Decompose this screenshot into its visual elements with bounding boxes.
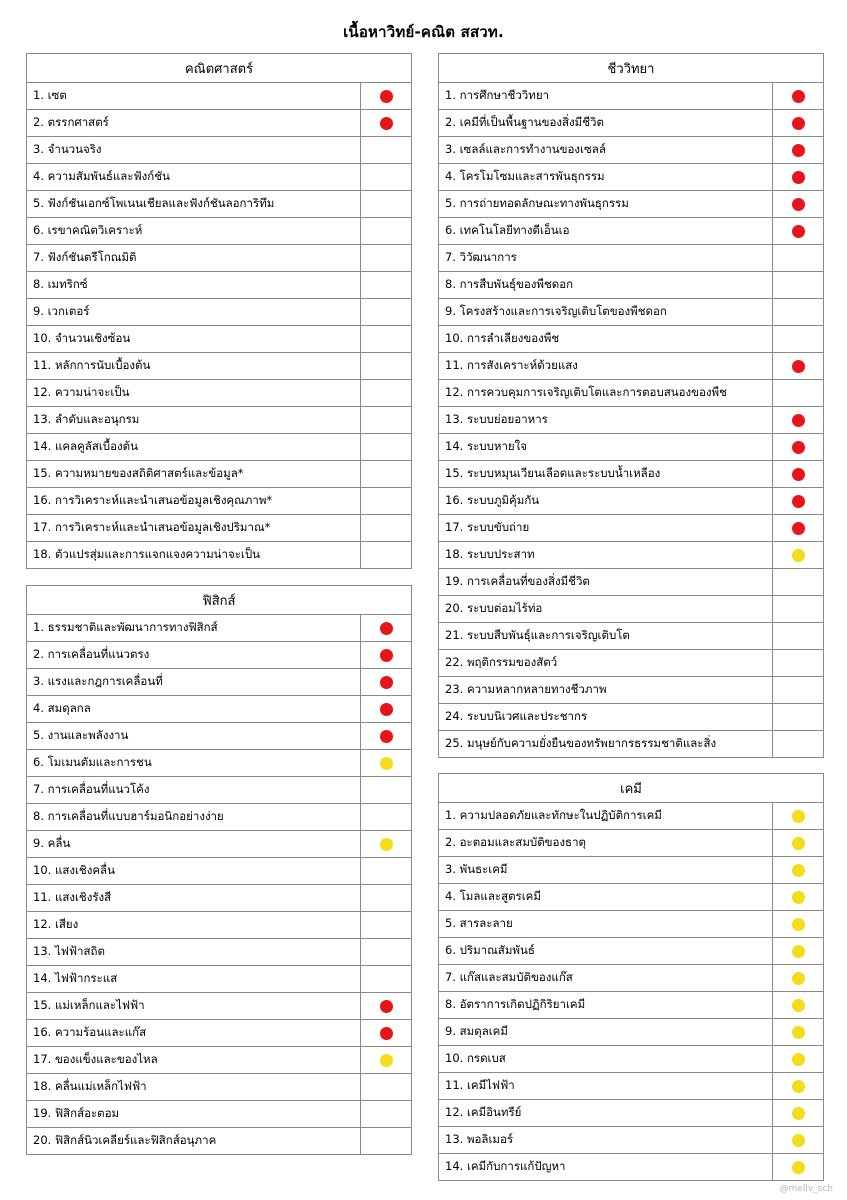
topic-label: 2. เคมีที่เป็นพื้นฐานของสิ่งมีชีวิต (439, 110, 773, 137)
status-cell (361, 696, 412, 723)
table-row (27, 615, 412, 642)
status-cell (361, 461, 412, 488)
status-cell (361, 272, 412, 299)
table-row (439, 488, 824, 515)
topic-label: 9. คลื่น (27, 831, 361, 858)
topic-label: 5. สารละลาย (439, 911, 773, 938)
topic-label: 9. โครงสร้างและการเจริญเติบโตของพืชดอก (439, 299, 773, 326)
red-dot-icon (380, 676, 393, 689)
topic-label: 6. ปริมาณสัมพันธ์ (439, 938, 773, 965)
status-cell (361, 110, 412, 137)
topic-label: 15. ระบบหมุนเวียนเลือดและระบบน้ำเหลือง (439, 461, 773, 488)
yellow-dot-icon (792, 864, 805, 877)
topic-label: 8. การเคลื่อนที่แบบฮาร์มอนิกอย่างง่าย (27, 804, 361, 831)
table-row (27, 1128, 412, 1155)
table-row (27, 750, 412, 777)
topic-label: 3. จำนวนจริง (27, 137, 361, 164)
topic-label: 2. ตรรกศาสตร์ (27, 110, 361, 137)
status-cell (773, 1100, 824, 1127)
math-topics-table (26, 53, 412, 569)
status-cell (773, 461, 824, 488)
status-cell (773, 704, 824, 731)
table-row (439, 857, 824, 884)
status-cell (773, 1127, 824, 1154)
table-row (27, 1074, 412, 1101)
status-cell (361, 1128, 412, 1155)
red-dot-icon (792, 414, 805, 427)
topic-label: 16. การวิเคราะห์และนำเสนอข้อมูลเชิงคุณภาพ* (27, 488, 361, 515)
status-cell (361, 218, 412, 245)
status-cell (773, 488, 824, 515)
table-row (439, 623, 824, 650)
status-cell (773, 911, 824, 938)
topic-label: 20. ฟิสิกส์นิวเคลียร์และฟิสิกส์อนุภาค (27, 1128, 361, 1155)
topic-label: 14. แคลคูลัสเบื้องต้น (27, 434, 361, 461)
topic-label: 15. ความหมายของสถิติศาสตร์และข้อมูล* (27, 461, 361, 488)
status-cell (773, 569, 824, 596)
status-cell (773, 434, 824, 461)
biology-topics-table (438, 53, 824, 758)
status-cell (361, 750, 412, 777)
yellow-dot-icon (792, 891, 805, 904)
yellow-dot-icon (380, 1054, 393, 1067)
table-row (27, 191, 412, 218)
table-row (27, 407, 412, 434)
table-row (27, 245, 412, 272)
topic-label: 16. ความร้อนและแก๊ส (27, 1020, 361, 1047)
topic-label: 21. ระบบสืบพันธุ์และการเจริญเติบโต (439, 623, 773, 650)
yellow-dot-icon (792, 837, 805, 850)
table-row (439, 965, 824, 992)
topic-label: 19. ฟิสิกส์อะตอม (27, 1101, 361, 1128)
status-cell (361, 1101, 412, 1128)
red-dot-icon (380, 1027, 393, 1040)
topic-label: 9. เวกเตอร์ (27, 299, 361, 326)
topic-label: 5. การถ่ายทอดลักษณะทางพันธุกรรม (439, 191, 773, 218)
table-row (27, 461, 412, 488)
topic-label: 17. การวิเคราะห์และนำเสนอข้อมูลเชิงปริมาณ* (27, 515, 361, 542)
table-row (439, 1127, 824, 1154)
table-row (439, 245, 824, 272)
topic-label: 1. ความปลอดภัยและทักษะในปฏิบัติการเคมี (439, 803, 773, 830)
status-cell (361, 488, 412, 515)
table-row (439, 1019, 824, 1046)
table-row (439, 272, 824, 299)
red-dot-icon (792, 360, 805, 373)
topic-label: 17. ของแข็งและของไหล (27, 1047, 361, 1074)
table-row (27, 1047, 412, 1074)
red-dot-icon (792, 198, 805, 211)
topic-label: 12. เคมีอินทรีย์ (439, 1100, 773, 1127)
table-row (439, 326, 824, 353)
table-row (439, 407, 824, 434)
status-cell (773, 353, 824, 380)
status-cell (361, 137, 412, 164)
yellow-dot-icon (792, 972, 805, 985)
status-cell (361, 515, 412, 542)
table-row (27, 137, 412, 164)
yellow-dot-icon (792, 1134, 805, 1147)
status-cell (773, 272, 824, 299)
topic-label: 14. ไฟฟ้ากระแส (27, 966, 361, 993)
topic-label: 6. โมเมนตัมและการชน (27, 750, 361, 777)
table-row (27, 218, 412, 245)
status-cell (361, 164, 412, 191)
status-cell (773, 965, 824, 992)
table-row (439, 461, 824, 488)
red-dot-icon (792, 495, 805, 508)
topic-label: 8. การสืบพันธุ์ของพืชดอก (439, 272, 773, 299)
red-dot-icon (380, 90, 393, 103)
table-row (439, 542, 824, 569)
status-cell (773, 326, 824, 353)
topic-label: 18. ระบบประสาท (439, 542, 773, 569)
yellow-dot-icon (792, 999, 805, 1012)
table-row (27, 272, 412, 299)
topic-label: 4. โมลและสูตรเคมี (439, 884, 773, 911)
topic-label: 8. เมทริกซ์ (27, 272, 361, 299)
table-row (439, 803, 824, 830)
status-cell (773, 515, 824, 542)
table-row (439, 164, 824, 191)
biology-heading: ชีววิทยา (439, 54, 824, 83)
table-row (439, 830, 824, 857)
red-dot-icon (380, 730, 393, 743)
status-cell (361, 669, 412, 696)
table-row (27, 885, 412, 912)
topic-label: 4. ความสัมพันธ์และฟังก์ชัน (27, 164, 361, 191)
table-row (439, 218, 824, 245)
status-cell (773, 137, 824, 164)
table-row (439, 137, 824, 164)
table-row (27, 804, 412, 831)
topic-label: 22. พฤติกรรมของสัตว์ (439, 650, 773, 677)
yellow-dot-icon (792, 945, 805, 958)
status-cell (773, 164, 824, 191)
math-heading: คณิตศาสตร์ (27, 54, 412, 83)
red-dot-icon (380, 649, 393, 662)
status-cell (773, 596, 824, 623)
red-dot-icon (792, 144, 805, 157)
yellow-dot-icon (792, 1026, 805, 1039)
topic-label: 7. ฟังก์ชันตรีโกณมิติ (27, 245, 361, 272)
status-cell (773, 992, 824, 1019)
status-cell (773, 1073, 824, 1100)
status-cell (773, 245, 824, 272)
topic-label: 1. เซต (27, 83, 361, 110)
status-cell (361, 642, 412, 669)
table-row (439, 569, 824, 596)
table-row (27, 110, 412, 137)
topic-label: 15. แม่เหล็กและไฟฟ้า (27, 993, 361, 1020)
topic-label: 3. เซลล์และการทำงานของเซลล์ (439, 137, 773, 164)
status-cell (361, 542, 412, 569)
status-cell (361, 1020, 412, 1047)
yellow-dot-icon (792, 1053, 805, 1066)
status-cell (361, 966, 412, 993)
table-row (27, 488, 412, 515)
status-cell (773, 884, 824, 911)
red-dot-icon (792, 171, 805, 184)
status-cell (361, 1074, 412, 1101)
red-dot-icon (792, 441, 805, 454)
table-row (27, 1020, 412, 1047)
table-row (27, 777, 412, 804)
status-cell (361, 353, 412, 380)
topic-label: 11. แสงเชิงรังสี (27, 885, 361, 912)
status-cell (773, 191, 824, 218)
yellow-dot-icon (792, 1161, 805, 1174)
status-cell (773, 731, 824, 758)
table-row (439, 515, 824, 542)
table-row (27, 1101, 412, 1128)
topic-label: 3. พันธะเคมี (439, 857, 773, 884)
chemistry-heading: เคมี (439, 774, 824, 803)
table-row (439, 353, 824, 380)
yellow-dot-icon (380, 757, 393, 770)
status-cell (361, 858, 412, 885)
table-row (27, 696, 412, 723)
status-cell (361, 831, 412, 858)
table-row (439, 911, 824, 938)
topic-label: 12. เสียง (27, 912, 361, 939)
topic-label: 19. การเคลื่อนที่ของสิ่งมีชีวิต (439, 569, 773, 596)
topic-label: 4. โครโมโซมและสารพันธุกรรม (439, 164, 773, 191)
table-row (27, 434, 412, 461)
physics-heading: ฟิสิกส์ (27, 586, 412, 615)
table-row (27, 542, 412, 569)
topic-label: 11. หลักการนับเบื้องต้น (27, 353, 361, 380)
topic-label: 5. ฟังก์ชันเอกซ์โพเนนเชียลและฟังก์ชันลอการิทึม (27, 191, 361, 218)
table-row (439, 299, 824, 326)
table-row (27, 966, 412, 993)
topic-label: 1. ธรรมชาติและพัฒนาการทางฟิสิกส์ (27, 615, 361, 642)
table-row (439, 191, 824, 218)
table-row (27, 669, 412, 696)
status-cell (773, 938, 824, 965)
topic-label: 13. ระบบย่อยอาหาร (439, 407, 773, 434)
page-title: เนื้อหาวิทย์-คณิต สสวท. (343, 23, 504, 41)
status-cell (773, 299, 824, 326)
physics-topics-table (26, 585, 412, 1155)
topic-label: 23. ความหลากหลายทางชีวภาพ (439, 677, 773, 704)
status-cell (773, 830, 824, 857)
topic-label: 10. การลำเลียงของพืช (439, 326, 773, 353)
topic-label: 11. เคมีไฟฟ้า (439, 1073, 773, 1100)
status-cell (773, 1046, 824, 1073)
yellow-dot-icon (380, 838, 393, 851)
status-cell (773, 542, 824, 569)
status-cell (773, 677, 824, 704)
topic-label: 9. สมดุลเคมี (439, 1019, 773, 1046)
status-cell (361, 939, 412, 966)
topic-label: 13. ลำดับและอนุกรม (27, 407, 361, 434)
table-row (439, 380, 824, 407)
topic-label: 11. การสังเคราะห์ด้วยแสง (439, 353, 773, 380)
status-cell (773, 1019, 824, 1046)
table-row (439, 110, 824, 137)
status-cell (361, 1047, 412, 1074)
topic-label: 7. แก๊สและสมบัติของแก๊ส (439, 965, 773, 992)
topic-label: 8. อัตราการเกิดปฏิกิริยาเคมี (439, 992, 773, 1019)
red-dot-icon (380, 622, 393, 635)
red-dot-icon (380, 703, 393, 716)
table-row (27, 642, 412, 669)
topic-label: 12. ความน่าจะเป็น (27, 380, 361, 407)
topic-label: 2. การเคลื่อนที่แนวตรง (27, 642, 361, 669)
topic-label: 7. วิวัฒนาการ (439, 245, 773, 272)
topic-label: 18. คลื่นแม่เหล็กไฟฟ้า (27, 1074, 361, 1101)
topic-label: 17. ระบบขับถ่าย (439, 515, 773, 542)
topic-label: 13. พอลิเมอร์ (439, 1127, 773, 1154)
table-row (27, 515, 412, 542)
table-row (439, 677, 824, 704)
table-row (27, 164, 412, 191)
topic-label: 24. ระบบนิเวศและประชากร (439, 704, 773, 731)
table-row (27, 831, 412, 858)
table-row (27, 83, 412, 110)
topic-label: 6. เทคโนโลยีทางดีเอ็นเอ (439, 218, 773, 245)
status-cell (773, 218, 824, 245)
topic-label: 4. สมดุลกล (27, 696, 361, 723)
red-dot-icon (380, 117, 393, 130)
topic-label: 10. จำนวนเชิงซ้อน (27, 326, 361, 353)
table-row (439, 992, 824, 1019)
status-cell (773, 623, 824, 650)
table-row (439, 1046, 824, 1073)
topic-label: 10. กรดเบส (439, 1046, 773, 1073)
status-cell (361, 299, 412, 326)
table-row (439, 434, 824, 461)
topic-label: 10. แสงเชิงคลื่น (27, 858, 361, 885)
topic-label: 20. ระบบต่อมไร้ท่อ (439, 596, 773, 623)
topic-label: 2. อะตอมและสมบัติของธาตุ (439, 830, 773, 857)
yellow-dot-icon (792, 1080, 805, 1093)
table-row (27, 993, 412, 1020)
topic-label: 12. การควบคุมการเจริญเติบโตและการตอบสนองของพืช (439, 380, 773, 407)
red-dot-icon (792, 468, 805, 481)
status-cell (773, 110, 824, 137)
table-row (439, 596, 824, 623)
topic-label: 13. ไฟฟ้าสถิต (27, 939, 361, 966)
red-dot-icon (792, 522, 805, 535)
table-row (439, 1073, 824, 1100)
status-cell (773, 650, 824, 677)
topic-label: 14. เคมีกับการแก้ปัญหา (439, 1154, 773, 1181)
table-row (439, 731, 824, 758)
status-cell (361, 885, 412, 912)
status-cell (361, 777, 412, 804)
yellow-dot-icon (792, 549, 805, 562)
table-row (27, 353, 412, 380)
table-row (439, 938, 824, 965)
table-row (27, 723, 412, 750)
status-cell (361, 326, 412, 353)
status-cell (773, 407, 824, 434)
yellow-dot-icon (792, 1107, 805, 1120)
table-row (439, 704, 824, 731)
status-cell (773, 83, 824, 110)
red-dot-icon (380, 1000, 393, 1013)
status-cell (361, 245, 412, 272)
topic-label: 1. การศึกษาชีววิทยา (439, 83, 773, 110)
table-row (27, 939, 412, 966)
table-row (439, 1100, 824, 1127)
table-row (27, 326, 412, 353)
table-row (27, 858, 412, 885)
table-row (27, 912, 412, 939)
topic-label: 3. แรงและกฎการเคลื่อนที่ (27, 669, 361, 696)
topic-label: 5. งานและพลังงาน (27, 723, 361, 750)
table-row (439, 83, 824, 110)
table-row (439, 650, 824, 677)
red-dot-icon (792, 225, 805, 238)
topic-label: 18. ตัวแปรสุ่มและการแจกแจงความน่าจะเป็น (27, 542, 361, 569)
status-cell (361, 723, 412, 750)
status-cell (361, 191, 412, 218)
topic-label: 25. มนุษย์กับความยั่งยืนของทรัพยากรธรรมชาติและสิ่ง (439, 731, 773, 758)
yellow-dot-icon (792, 810, 805, 823)
status-cell (361, 407, 412, 434)
red-dot-icon (792, 117, 805, 130)
status-cell (361, 434, 412, 461)
status-cell (361, 912, 412, 939)
status-cell (361, 83, 412, 110)
topic-label: 7. การเคลื่อนที่แนวโค้ง (27, 777, 361, 804)
status-cell (773, 803, 824, 830)
topic-label: 6. เรขาคณิตวิเคราะห์ (27, 218, 361, 245)
table-row (439, 884, 824, 911)
watermark: @mellv_sch (779, 1184, 833, 1194)
red-dot-icon (792, 90, 805, 103)
table-row (27, 299, 412, 326)
table-row (27, 380, 412, 407)
status-cell (361, 615, 412, 642)
status-cell (361, 804, 412, 831)
yellow-dot-icon (792, 918, 805, 931)
status-cell (361, 993, 412, 1020)
status-cell (773, 857, 824, 884)
table-row (439, 1154, 824, 1181)
topic-label: 14. ระบบหายใจ (439, 434, 773, 461)
topic-label: 16. ระบบภูมิคุ้มกัน (439, 488, 773, 515)
status-cell (773, 380, 824, 407)
status-cell (361, 380, 412, 407)
chemistry-topics-table (438, 773, 824, 1181)
status-cell (773, 1154, 824, 1181)
